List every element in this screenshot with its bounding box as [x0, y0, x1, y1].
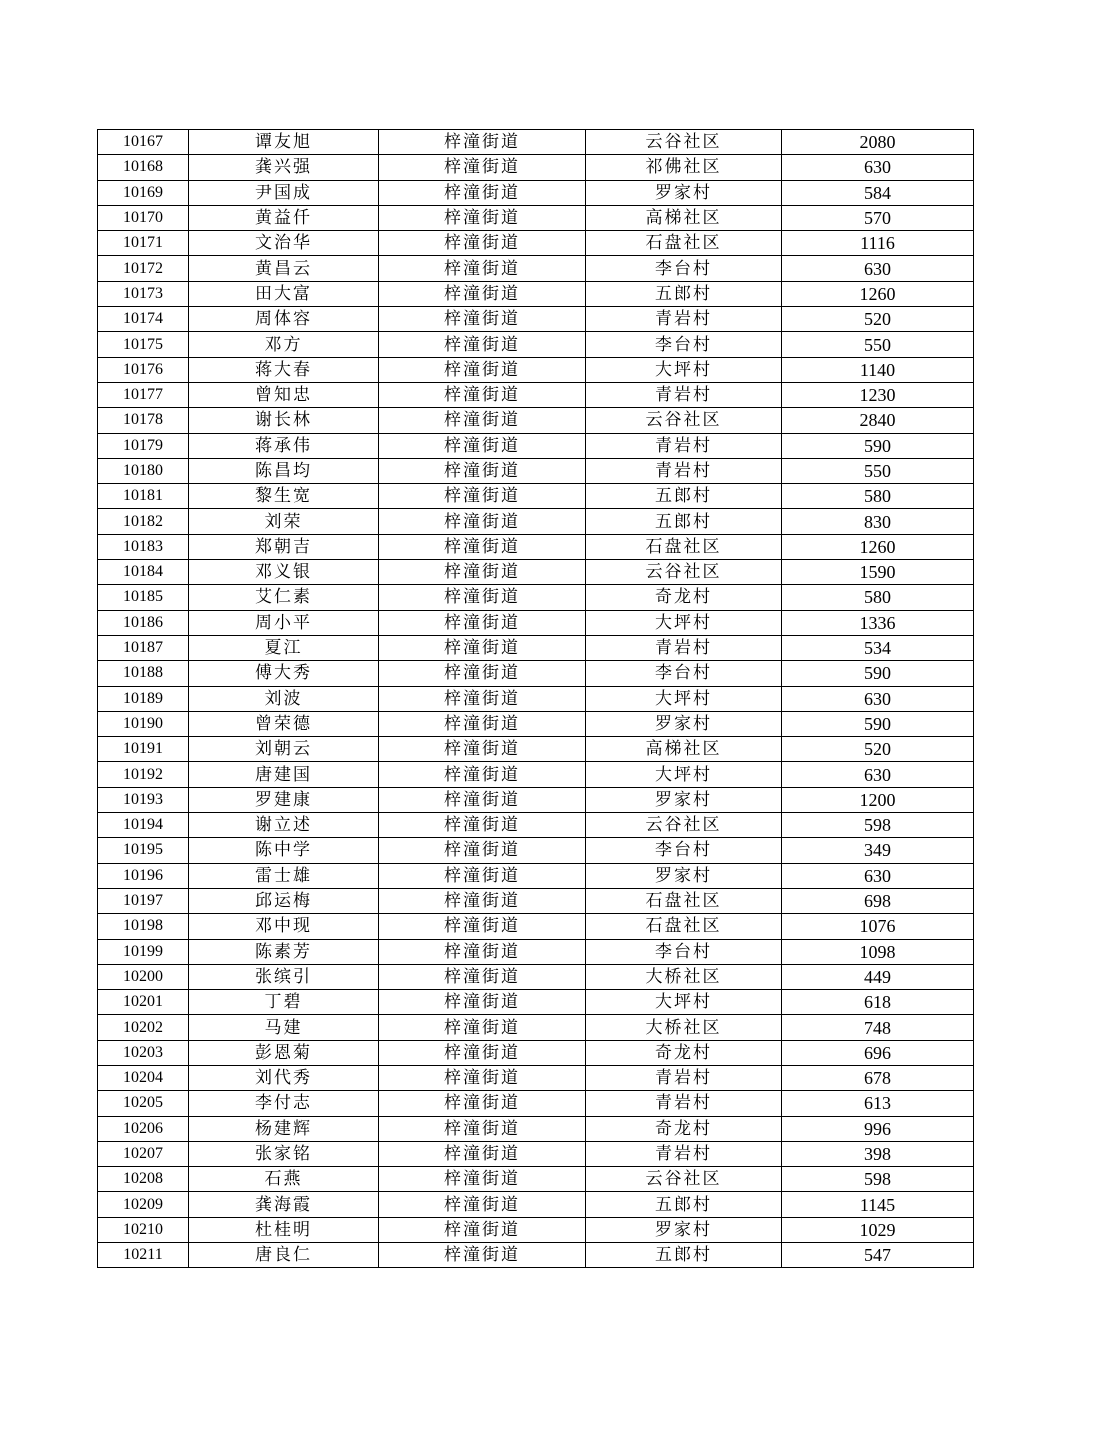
village-cell: 石盘社区: [586, 534, 782, 559]
amount-cell: 590: [782, 711, 974, 736]
village-cell: 大坪村: [586, 610, 782, 635]
record-id-cell: 10168: [98, 155, 189, 180]
village-cell: 大坪村: [586, 762, 782, 787]
amount-cell: 598: [782, 1167, 974, 1192]
table-row: [98, 787, 974, 812]
table-row: [98, 914, 974, 939]
record-id-cell: 10182: [98, 509, 189, 534]
amount-cell: 547: [782, 1243, 974, 1268]
table-row: [98, 1015, 974, 1040]
village-cell: 高梯社区: [586, 737, 782, 762]
table-row: [98, 964, 974, 989]
street-cell: 梓潼街道: [379, 1065, 586, 1090]
record-id-cell: 10176: [98, 357, 189, 382]
amount-cell: 1076: [782, 914, 974, 939]
record-id-cell: 10171: [98, 231, 189, 256]
record-id-cell: 10200: [98, 964, 189, 989]
record-id-cell: 10185: [98, 585, 189, 610]
village-cell: 李台村: [586, 661, 782, 686]
village-cell: 祁佛社区: [586, 155, 782, 180]
record-id-cell: 10191: [98, 737, 189, 762]
person-name-cell: 邓方: [189, 332, 379, 357]
amount-cell: 1230: [782, 382, 974, 407]
record-id-cell: 10169: [98, 180, 189, 205]
street-cell: 梓潼街道: [379, 130, 586, 155]
street-cell: 梓潼街道: [379, 484, 586, 509]
record-id-cell: 10188: [98, 661, 189, 686]
record-id-cell: 10175: [98, 332, 189, 357]
amount-cell: 590: [782, 433, 974, 458]
amount-cell: 1140: [782, 357, 974, 382]
person-name-cell: 陈中学: [189, 838, 379, 863]
street-cell: 梓潼街道: [379, 686, 586, 711]
amount-cell: 590: [782, 661, 974, 686]
amount-cell: 584: [782, 180, 974, 205]
person-name-cell: 罗建康: [189, 787, 379, 812]
amount-cell: 2080: [782, 130, 974, 155]
village-cell: 青岩村: [586, 382, 782, 407]
village-cell: 大桥社区: [586, 964, 782, 989]
village-cell: 五郎村: [586, 1192, 782, 1217]
record-id-cell: 10198: [98, 914, 189, 939]
street-cell: 梓潼街道: [379, 1217, 586, 1242]
record-id-cell: 10190: [98, 711, 189, 736]
record-id-cell: 10197: [98, 888, 189, 913]
amount-cell: 570: [782, 205, 974, 230]
village-cell: 石盘社区: [586, 888, 782, 913]
street-cell: 梓潼街道: [379, 1141, 586, 1166]
street-cell: 梓潼街道: [379, 281, 586, 306]
table-row: [98, 1141, 974, 1166]
village-cell: 云谷社区: [586, 408, 782, 433]
street-cell: 梓潼街道: [379, 610, 586, 635]
street-cell: 梓潼街道: [379, 711, 586, 736]
amount-cell: 1098: [782, 939, 974, 964]
village-cell: 罗家村: [586, 1217, 782, 1242]
table-row: [98, 382, 974, 407]
table-row: [98, 1040, 974, 1065]
village-cell: 五郎村: [586, 1243, 782, 1268]
record-id-cell: 10181: [98, 484, 189, 509]
street-cell: 梓潼街道: [379, 1167, 586, 1192]
amount-cell: 520: [782, 737, 974, 762]
record-id-cell: 10203: [98, 1040, 189, 1065]
person-name-cell: 刘代秀: [189, 1065, 379, 1090]
amount-cell: 613: [782, 1091, 974, 1116]
person-name-cell: 杨建辉: [189, 1116, 379, 1141]
person-name-cell: 石燕: [189, 1167, 379, 1192]
street-cell: 梓潼街道: [379, 964, 586, 989]
amount-cell: 398: [782, 1141, 974, 1166]
record-id-cell: 10204: [98, 1065, 189, 1090]
village-cell: 罗家村: [586, 863, 782, 888]
record-id-cell: 10210: [98, 1217, 189, 1242]
street-cell: 梓潼街道: [379, 737, 586, 762]
street-cell: 梓潼街道: [379, 1243, 586, 1268]
person-name-cell: 谭友旭: [189, 130, 379, 155]
person-name-cell: 邓义银: [189, 560, 379, 585]
village-cell: 青岩村: [586, 1141, 782, 1166]
table-row: [98, 408, 974, 433]
street-cell: 梓潼街道: [379, 534, 586, 559]
amount-cell: 1116: [782, 231, 974, 256]
person-name-cell: 刘波: [189, 686, 379, 711]
village-cell: 青岩村: [586, 307, 782, 332]
person-name-cell: 李付志: [189, 1091, 379, 1116]
person-name-cell: 文治华: [189, 231, 379, 256]
person-name-cell: 田大富: [189, 281, 379, 306]
village-cell: 高梯社区: [586, 205, 782, 230]
village-cell: 五郎村: [586, 509, 782, 534]
table-row: [98, 863, 974, 888]
amount-cell: 1260: [782, 534, 974, 559]
street-cell: 梓潼街道: [379, 205, 586, 230]
table-row: [98, 1243, 974, 1268]
table-row: [98, 1116, 974, 1141]
amount-cell: 550: [782, 458, 974, 483]
amount-cell: 630: [782, 863, 974, 888]
street-cell: 梓潼街道: [379, 307, 586, 332]
amount-cell: 630: [782, 686, 974, 711]
person-name-cell: 陈素芳: [189, 939, 379, 964]
street-cell: 梓潼街道: [379, 509, 586, 534]
person-name-cell: 唐建国: [189, 762, 379, 787]
street-cell: 梓潼街道: [379, 888, 586, 913]
amount-cell: 748: [782, 1015, 974, 1040]
table-row: [98, 307, 974, 332]
table-row: [98, 130, 974, 155]
record-id-cell: 10178: [98, 408, 189, 433]
street-cell: 梓潼街道: [379, 332, 586, 357]
record-id-cell: 10209: [98, 1192, 189, 1217]
street-cell: 梓潼街道: [379, 813, 586, 838]
village-cell: 罗家村: [586, 711, 782, 736]
amount-cell: 534: [782, 635, 974, 660]
amount-cell: 349: [782, 838, 974, 863]
person-name-cell: 艾仁素: [189, 585, 379, 610]
person-name-cell: 陈昌均: [189, 458, 379, 483]
village-cell: 大坪村: [586, 990, 782, 1015]
village-cell: 李台村: [586, 838, 782, 863]
table-row: [98, 332, 974, 357]
street-cell: 梓潼街道: [379, 408, 586, 433]
record-id-cell: 10207: [98, 1141, 189, 1166]
village-cell: 奇龙村: [586, 1116, 782, 1141]
amount-cell: 630: [782, 762, 974, 787]
amount-cell: 550: [782, 332, 974, 357]
village-cell: 罗家村: [586, 180, 782, 205]
record-table-body: [98, 130, 974, 1268]
record-id-cell: 10199: [98, 939, 189, 964]
table-row: [98, 737, 974, 762]
table-row: [98, 433, 974, 458]
village-cell: 青岩村: [586, 635, 782, 660]
village-cell: 李台村: [586, 256, 782, 281]
record-table: [97, 129, 974, 1268]
amount-cell: 580: [782, 585, 974, 610]
table-row: [98, 813, 974, 838]
amount-cell: 630: [782, 155, 974, 180]
person-name-cell: 夏江: [189, 635, 379, 660]
person-name-cell: 黄昌云: [189, 256, 379, 281]
record-id-cell: 10196: [98, 863, 189, 888]
village-cell: 青岩村: [586, 458, 782, 483]
street-cell: 梓潼街道: [379, 990, 586, 1015]
village-cell: 罗家村: [586, 787, 782, 812]
amount-cell: 678: [782, 1065, 974, 1090]
table-row: [98, 281, 974, 306]
record-id-cell: 10179: [98, 433, 189, 458]
table-row: [98, 635, 974, 660]
record-id-cell: 10174: [98, 307, 189, 332]
amount-cell: 520: [782, 307, 974, 332]
street-cell: 梓潼街道: [379, 838, 586, 863]
village-cell: 石盘社区: [586, 231, 782, 256]
amount-cell: 1145: [782, 1192, 974, 1217]
village-cell: 五郎村: [586, 484, 782, 509]
person-name-cell: 谢长林: [189, 408, 379, 433]
street-cell: 梓潼街道: [379, 256, 586, 281]
table-row: [98, 585, 974, 610]
amount-cell: 830: [782, 509, 974, 534]
street-cell: 梓潼街道: [379, 1040, 586, 1065]
table-row: [98, 1167, 974, 1192]
person-name-cell: 马建: [189, 1015, 379, 1040]
record-id-cell: 10172: [98, 256, 189, 281]
amount-cell: 996: [782, 1116, 974, 1141]
table-row: [98, 762, 974, 787]
table-row: [98, 205, 974, 230]
village-cell: 大桥社区: [586, 1015, 782, 1040]
person-name-cell: 郑朝吉: [189, 534, 379, 559]
person-name-cell: 杜桂明: [189, 1217, 379, 1242]
record-id-cell: 10194: [98, 813, 189, 838]
record-id-cell: 10208: [98, 1167, 189, 1192]
table-row: [98, 256, 974, 281]
person-name-cell: 龚兴强: [189, 155, 379, 180]
village-cell: 李台村: [586, 332, 782, 357]
street-cell: 梓潼街道: [379, 1015, 586, 1040]
person-name-cell: 谢立述: [189, 813, 379, 838]
person-name-cell: 邓中现: [189, 914, 379, 939]
person-name-cell: 张家铭: [189, 1141, 379, 1166]
street-cell: 梓潼街道: [379, 180, 586, 205]
table-row: [98, 711, 974, 736]
table-row: [98, 458, 974, 483]
record-id-cell: 10183: [98, 534, 189, 559]
person-name-cell: 曾知忠: [189, 382, 379, 407]
record-id-cell: 10173: [98, 281, 189, 306]
table-row: [98, 560, 974, 585]
person-name-cell: 雷士雄: [189, 863, 379, 888]
village-cell: 青岩村: [586, 433, 782, 458]
record-id-cell: 10189: [98, 686, 189, 711]
table-row: [98, 838, 974, 863]
amount-cell: 449: [782, 964, 974, 989]
record-id-cell: 10184: [98, 560, 189, 585]
table-row: [98, 888, 974, 913]
person-name-cell: 周体容: [189, 307, 379, 332]
street-cell: 梓潼街道: [379, 458, 586, 483]
person-name-cell: 彭恩菊: [189, 1040, 379, 1065]
table-row: [98, 939, 974, 964]
table-row: [98, 1192, 974, 1217]
person-name-cell: 丁碧: [189, 990, 379, 1015]
amount-cell: 618: [782, 990, 974, 1015]
person-name-cell: 龚海霞: [189, 1192, 379, 1217]
record-id-cell: 10193: [98, 787, 189, 812]
street-cell: 梓潼街道: [379, 635, 586, 660]
street-cell: 梓潼街道: [379, 762, 586, 787]
person-name-cell: 邱运梅: [189, 888, 379, 913]
street-cell: 梓潼街道: [379, 585, 586, 610]
amount-cell: 696: [782, 1040, 974, 1065]
street-cell: 梓潼街道: [379, 231, 586, 256]
record-id-cell: 10192: [98, 762, 189, 787]
person-name-cell: 蒋大春: [189, 357, 379, 382]
amount-cell: 1590: [782, 560, 974, 585]
street-cell: 梓潼街道: [379, 939, 586, 964]
table-row: [98, 610, 974, 635]
village-cell: 奇龙村: [586, 1040, 782, 1065]
table-row: [98, 990, 974, 1015]
street-cell: 梓潼街道: [379, 155, 586, 180]
village-cell: 云谷社区: [586, 1167, 782, 1192]
table-row: [98, 484, 974, 509]
amount-cell: 2840: [782, 408, 974, 433]
amount-cell: 598: [782, 813, 974, 838]
village-cell: 石盘社区: [586, 914, 782, 939]
person-name-cell: 唐良仁: [189, 1243, 379, 1268]
street-cell: 梓潼街道: [379, 1091, 586, 1116]
record-id-cell: 10202: [98, 1015, 189, 1040]
table-row: [98, 180, 974, 205]
person-name-cell: 张缤引: [189, 964, 379, 989]
village-cell: 奇龙村: [586, 585, 782, 610]
person-name-cell: 蒋承伟: [189, 433, 379, 458]
record-id-cell: 10187: [98, 635, 189, 660]
table-row: [98, 686, 974, 711]
record-id-cell: 10170: [98, 205, 189, 230]
person-name-cell: 黎生宽: [189, 484, 379, 509]
village-cell: 五郎村: [586, 281, 782, 306]
table-row: [98, 661, 974, 686]
table-row: [98, 1217, 974, 1242]
street-cell: 梓潼街道: [379, 863, 586, 888]
table-row: [98, 1065, 974, 1090]
person-name-cell: 周小平: [189, 610, 379, 635]
amount-cell: 698: [782, 888, 974, 913]
street-cell: 梓潼街道: [379, 787, 586, 812]
street-cell: 梓潼街道: [379, 433, 586, 458]
village-cell: 青岩村: [586, 1091, 782, 1116]
street-cell: 梓潼街道: [379, 1192, 586, 1217]
record-id-cell: 10205: [98, 1091, 189, 1116]
person-name-cell: 黄益仟: [189, 205, 379, 230]
record-id-cell: 10167: [98, 130, 189, 155]
amount-cell: 1260: [782, 281, 974, 306]
street-cell: 梓潼街道: [379, 914, 586, 939]
street-cell: 梓潼街道: [379, 357, 586, 382]
village-cell: 云谷社区: [586, 130, 782, 155]
table-row: [98, 357, 974, 382]
table-row: [98, 231, 974, 256]
village-cell: 大坪村: [586, 686, 782, 711]
record-id-cell: 10211: [98, 1243, 189, 1268]
table-row: [98, 1091, 974, 1116]
person-name-cell: 曾荣德: [189, 711, 379, 736]
amount-cell: 1029: [782, 1217, 974, 1242]
street-cell: 梓潼街道: [379, 560, 586, 585]
record-id-cell: 10180: [98, 458, 189, 483]
person-name-cell: 傅大秀: [189, 661, 379, 686]
table-row: [98, 534, 974, 559]
record-id-cell: 10186: [98, 610, 189, 635]
village-cell: 李台村: [586, 939, 782, 964]
person-name-cell: 尹国成: [189, 180, 379, 205]
record-id-cell: 10201: [98, 990, 189, 1015]
record-id-cell: 10177: [98, 382, 189, 407]
record-id-cell: 10206: [98, 1116, 189, 1141]
village-cell: 云谷社区: [586, 560, 782, 585]
amount-cell: 1336: [782, 610, 974, 635]
person-name-cell: 刘荣: [189, 509, 379, 534]
village-cell: 大坪村: [586, 357, 782, 382]
table-row: [98, 155, 974, 180]
village-cell: 青岩村: [586, 1065, 782, 1090]
street-cell: 梓潼街道: [379, 1116, 586, 1141]
record-id-cell: 10195: [98, 838, 189, 863]
person-name-cell: 刘朝云: [189, 737, 379, 762]
amount-cell: 580: [782, 484, 974, 509]
amount-cell: 1200: [782, 787, 974, 812]
street-cell: 梓潼街道: [379, 661, 586, 686]
street-cell: 梓潼街道: [379, 382, 586, 407]
village-cell: 云谷社区: [586, 813, 782, 838]
amount-cell: 630: [782, 256, 974, 281]
table-row: [98, 509, 974, 534]
